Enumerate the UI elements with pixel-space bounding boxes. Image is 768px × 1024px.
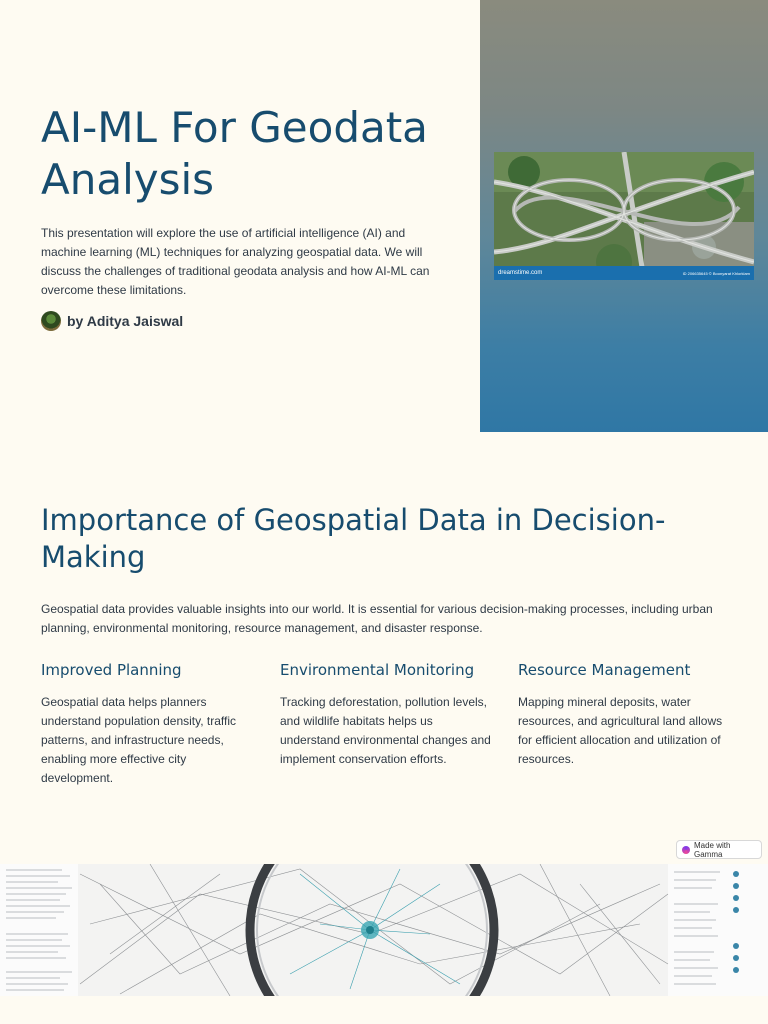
hero-image-panel <box>480 0 768 432</box>
presentation-description: This presentation will explore the use of artificial intelligence (AI) and machine learning (ML) techniques for analyzing geospatial data. We will discuss the challenges of traditional geodata analysis and how AI-ML can overcome these limitations. <box>41 226 430 297</box>
importance-slide <box>0 432 768 864</box>
gamma-logo-icon <box>682 846 690 854</box>
column-heading: Resource Management <box>518 661 691 679</box>
title-slide <box>0 0 768 432</box>
author-name: by Aditya Jaiswal <box>67 313 184 329</box>
made-with-gamma-badge[interactable] <box>676 840 762 859</box>
column-heading: Improved Planning <box>41 661 182 679</box>
column-resource-management <box>518 660 733 769</box>
next-slide-image <box>0 864 768 996</box>
watermark-logo: dreamstime.com <box>498 270 543 276</box>
column-text: Mapping mineral deposits, water resources, and agricultural land allows for efficient allocation and utilization of resources. <box>518 695 723 766</box>
slide-title: Importance of Geospatial Data in Decision-Making <box>41 503 666 574</box>
highway-interchange-illustration <box>494 152 754 280</box>
presentation-title: AI-ML For Geodata Analysis <box>41 103 428 204</box>
network-map-magnifier-image <box>0 864 768 996</box>
highway-interchange-photo <box>494 152 754 280</box>
column-improved-planning <box>41 660 256 788</box>
column-text: Tracking deforestation, pollution levels, and wildlife habitats helps us understand environmental changes and implement conservation efforts. <box>280 695 491 766</box>
author-avatar <box>41 311 61 331</box>
column-text: Geospatial data helps planners understand population density, traffic patterns, and infrastructure needs, enabling more effective city development. <box>41 695 237 785</box>
watermark-id: ID 206635645 © Boonyarat Khlorklam <box>682 270 750 276</box>
author-byline <box>41 311 183 331</box>
column-environmental-monitoring <box>280 660 495 769</box>
badge-label: Made with Gamma <box>693 840 731 859</box>
watermark-bar <box>494 266 754 280</box>
column-heading: Environmental Monitoring <box>280 661 475 679</box>
slide-intro: Geospatial data provides valuable insights into our world. It is essential for various decision-making processes, including urban planning, environmental monitoring, resource management, and disaster response. <box>41 602 713 635</box>
